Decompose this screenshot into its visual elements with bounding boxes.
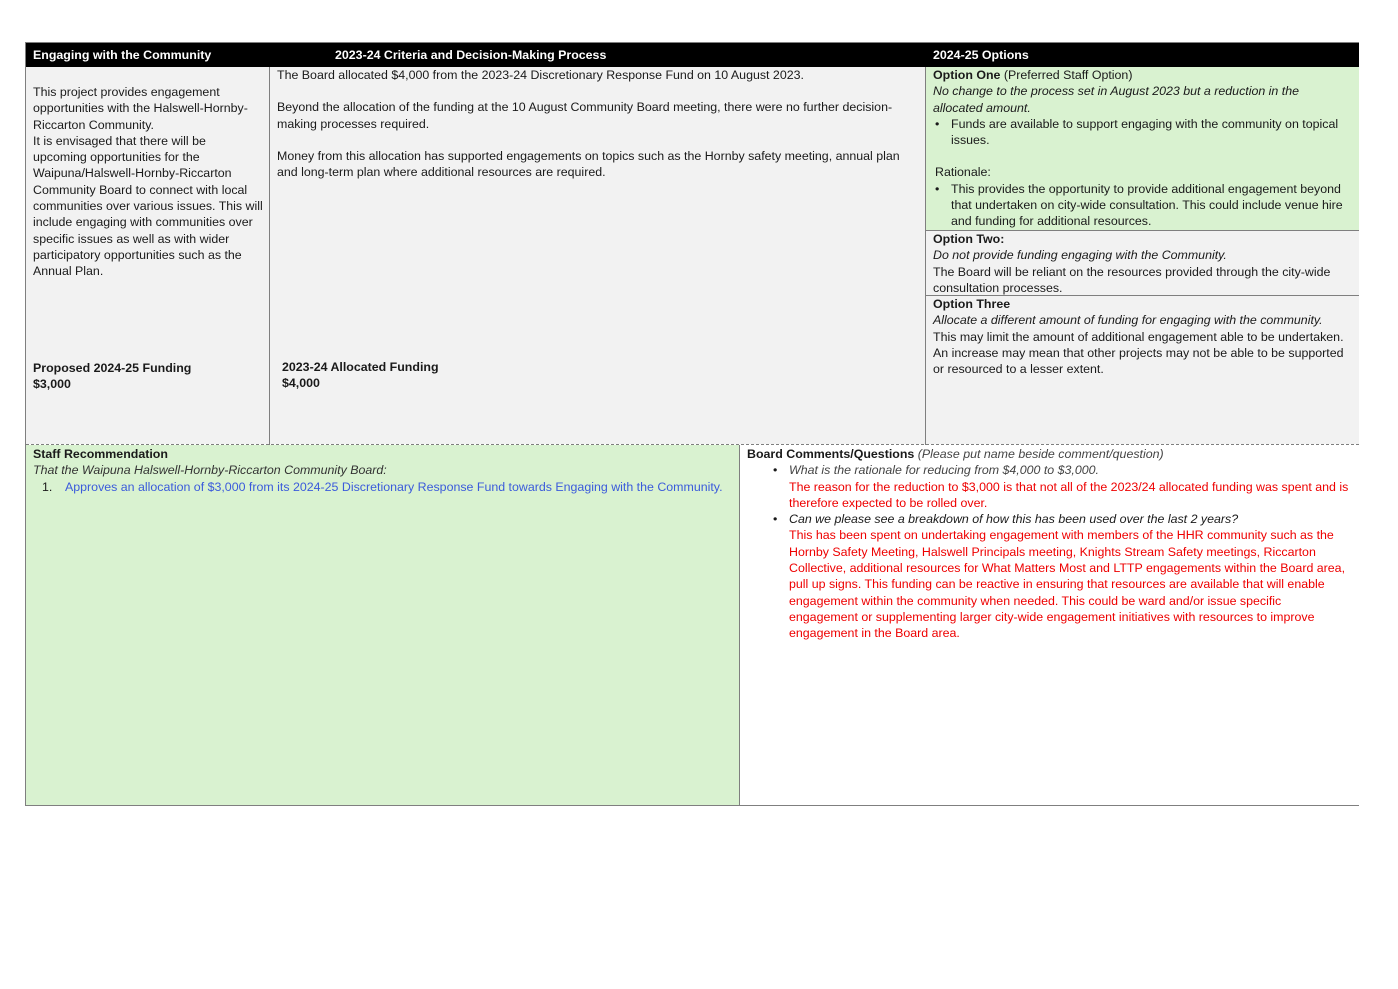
divider-option-one-two	[926, 230, 1359, 231]
divider-staff-board	[739, 445, 740, 805]
board-question-2: Can we please see a breakdown of how this has been used over the last 2 years?	[789, 512, 1239, 527]
proposed-funding-value: $3,000	[33, 377, 71, 391]
board-comments-cell	[740, 445, 1359, 805]
staff-recommendation-title: Staff Recommendation	[33, 447, 168, 461]
staff-recommendation-item-text: Approves an allocation of $3,000 from its 2024-25 Discretionary Response Fund towards Engaging with the Community.	[65, 479, 723, 494]
engagement-table	[25, 42, 1359, 806]
option-three-title: Option Three	[933, 297, 1011, 311]
board-answer-1: The reason for the reduction to $3,000 is that not all of the 2023/24 allocated funding was spent and is therefore expected to be rolled over.	[789, 479, 1349, 510]
criteria-cell	[270, 67, 926, 444]
proposed-funding-label: Proposed 2024-25 Funding	[33, 361, 192, 375]
project-description-detail: It is envisaged that there will be upcoming opportunities for the Waipuna/Halswell-Hornby-Riccarton Community Board to connect with local communities over various issues. This will include engaging with communities over specific issues as well as with wider participatory opportunities such as the Annual Plan.	[33, 133, 263, 279]
divider-option-two-three	[926, 295, 1359, 296]
board-comments-note: (Please put name beside comment/question)	[914, 447, 1164, 461]
project-description-intro: This project provides engagement opportunities with the Halswell-Hornby-Riccarton Community.	[33, 85, 248, 132]
criteria-process-text: Beyond the allocation of the funding at the 10 August Community Board meeting, there were no further decision-making processes required.	[277, 100, 893, 131]
option-one-bullet: • Funds are available to support engaging with the community on topical issues.	[933, 116, 1352, 149]
divider-col2-col3	[925, 67, 926, 445]
option-one-rationale-label: Rationale:	[935, 165, 991, 180]
divider-col1-col2	[269, 67, 270, 445]
option-three-text: This may limit the amount of additional engagement able to be undertaken. An increase may mean that other projects may not be able to be supported or resourced to a lesser extent.	[933, 329, 1344, 377]
option-two-subtitle: Do not provide funding engaging with the Community.	[933, 248, 1227, 263]
staff-recommendation-cell	[26, 445, 740, 805]
option-two-cell	[926, 231, 1359, 295]
header-criteria-decision-process: 2023-24 Criteria and Decision-Making Process	[270, 43, 926, 67]
board-comments-title: Board Comments/Questions	[747, 447, 915, 461]
board-question-1: What is the rationale for reducing from $4,000 to $3,000.	[789, 463, 1099, 478]
board-question-item	[771, 462, 1352, 511]
criteria-allocation-text: The Board allocated $4,000 from the 2023-24 Discretionary Response Fund on 10 August 2023.	[277, 68, 804, 82]
staff-recommendation-intro: That the Waipuna Halswell-Hornby-Riccarton Community Board:	[33, 463, 387, 478]
option-two-title: Option Two:	[933, 232, 1005, 246]
option-one-bullets	[933, 116, 1352, 149]
board-questions-list	[747, 462, 1352, 641]
staff-recommendation-item-number: 1.	[42, 479, 53, 494]
allocated-funding-value: $4,000	[282, 376, 320, 390]
board-answer-2: This has been spent on undertaking engagement with members of the HHR community such as the Hornby Safety Meeting, Halswell Principals meeting, Knights Stream Safety meetings, Riccarton Collective, additional resources for What Matters Most and LTTP engagements within the Board area, pull up signs. This funding can be reactive in ensuring that resources are available that will enable engagement within the community when needed. This could be ward and/or issue specific engagement or supplementing larger city-wide engagement initiatives with resources to improve engagement in the Board area.	[789, 528, 1346, 641]
header-engaging-with-community: Engaging with the Community	[26, 43, 270, 67]
allocated-funding-label: 2023-24 Allocated Funding	[282, 360, 439, 374]
option-one-title: Option One (Preferred Staff Option)	[933, 68, 1133, 82]
option-one-rationale-bullets	[933, 181, 1352, 230]
staff-recommendation-item	[33, 479, 733, 495]
option-one-cell	[926, 67, 1359, 230]
option-three-cell	[926, 296, 1359, 444]
option-one-rationale-bullet: • This provides the opportunity to provide additional engagement beyond that undertaken on city-wide consultation. This could include venue hire and funding for additional resources.	[933, 181, 1352, 230]
criteria-money-usage-text: Money from this allocation has supported engagements on topics such as the Hornby safety meeting, annual plan and long-term plan where additional resources are required.	[277, 148, 900, 180]
option-one-subtitle: No change to the process set in August 2023 but a reduction in the allocated amount.	[933, 84, 1299, 115]
board-comments-heading	[747, 446, 1352, 462]
header-options: 2024-25 Options	[926, 43, 1359, 67]
board-question-item	[771, 511, 1352, 641]
option-two-text: The Board will be reliant on the resources provided through the city-wide consultation processes.	[933, 264, 1331, 295]
option-three-subtitle: Allocate a different amount of funding for engaging with the community.	[933, 313, 1323, 328]
project-description-cell	[26, 67, 270, 444]
divider-top-bottom-rows	[26, 444, 1359, 445]
